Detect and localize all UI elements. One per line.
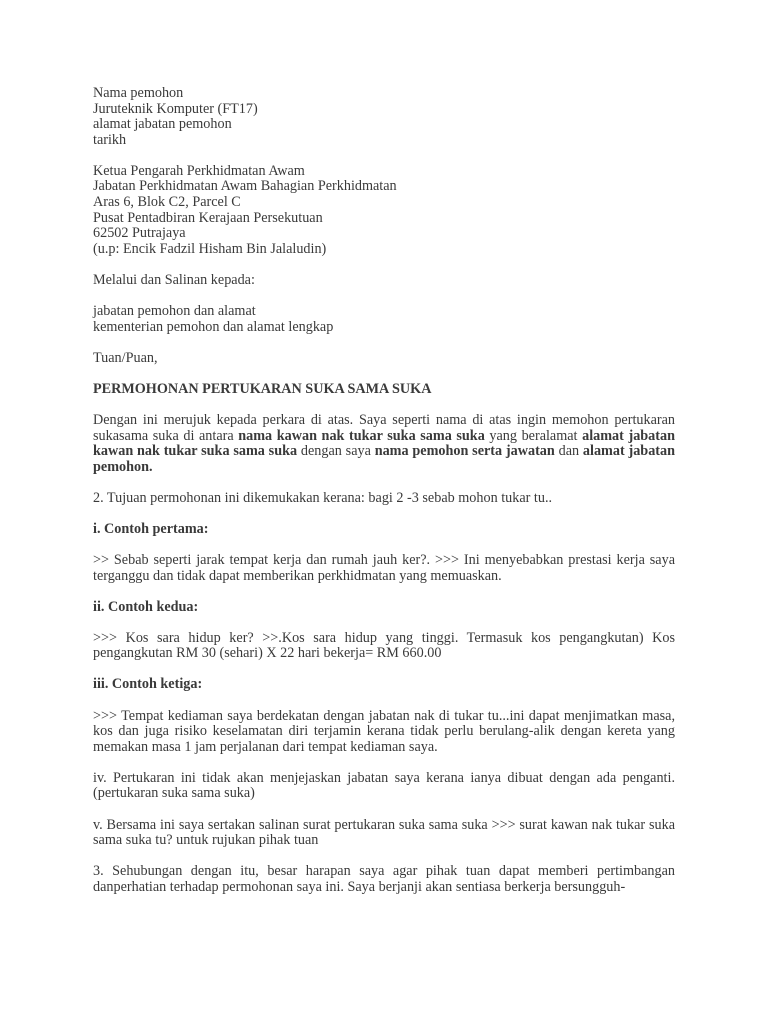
applicant-block bbox=[93, 86, 675, 148]
paragraph-1-text: dan bbox=[554, 443, 583, 460]
recipient-line: Aras 6, Blok C2, Parcel C bbox=[93, 194, 241, 211]
applicant-position: Juruteknik Komputer (FT17) bbox=[93, 100, 258, 117]
recipient-line: 62502 Putrajaya bbox=[93, 225, 186, 242]
recipient-line: (u.p: Encik Fadzil Hisham Bin Jalaludin) bbox=[93, 240, 327, 257]
item-v: v. Bersama ini saya sertakan salinan surat pertukaran suka sama suka >>> surat kawan nak tukar suka sama suka tu? untuk rujukan pihak tuan bbox=[93, 816, 675, 849]
paragraph-1-text: yang beralamat bbox=[484, 427, 583, 444]
paragraph-1-text: dengan saya bbox=[297, 443, 375, 460]
via-line: jabatan pemohon dan alamat bbox=[93, 303, 256, 320]
subject-heading: PERMOHONAN PERTUKARAN SUKA SAMA SUKA bbox=[93, 380, 432, 397]
via-line: kementerian pemohon dan alamat lengkap bbox=[93, 318, 334, 335]
recipient-line: Pusat Pentadbiran Kerajaan Persekutuan bbox=[93, 209, 323, 226]
letter-date: tarikh bbox=[93, 131, 127, 148]
paragraph-3: 3. Sehubungan dengan itu, besar harapan saya agar pihak tuan dapat memberi pertimbangan danperhatian terhadap permohonan saya ini. Saya berjanji akan sentiasa berkerja bersungguh- bbox=[93, 863, 675, 895]
applicant-name: Nama pemohon bbox=[93, 85, 184, 101]
example-1-text: >> Sebab seperti jarak tempat kerja dan rumah jauh ker?. >>> Ini menyebabkan prestasi kerja saya terganggu dan tidak dapat memberikan perkhidmatan yang memuaskan. bbox=[93, 551, 675, 584]
example-3-text: >>> Tempat kediaman saya berdekatan dengan jabatan nak di tukar tu...ini dapat menjimatkan masa, kos dan juga risiko keselamatan diri terjamin kerana tidak perlu berulang-alik dengan kereta yang memakan masa 1 jam perjalanan dari tempat kediaman saya. bbox=[93, 707, 675, 755]
item-iv: iv. Pertukaran ini tidak akan menjejaskan jabatan saya kerana ianya dibuat dengan ada penganti.(pertukaran suka sama suka) bbox=[93, 769, 675, 802]
paragraph-2: 2. Tujuan permohonan ini dikemukakan kerana: bagi 2 -3 sebab mohon tukar tu.. bbox=[93, 489, 553, 506]
recipient-line: Ketua Pengarah Perkhidmatan Awam bbox=[93, 162, 305, 179]
example-3-heading: iii. Contoh ketiga: bbox=[93, 676, 203, 693]
recipient-line: Jabatan Perkhidmatan Awam Bahagian Perkhidmatan bbox=[93, 178, 397, 195]
paragraph-1-bold: nama pemohon serta jawatan bbox=[374, 443, 555, 460]
paragraph-1-bold: nama kawan nak tukar suka sama suka bbox=[238, 427, 485, 444]
letter-page bbox=[93, 86, 675, 911]
example-1-heading: i. Contoh pertama: bbox=[93, 520, 209, 537]
salutation: Tuan/Puan, bbox=[93, 349, 158, 366]
example-2-heading: ii. Contoh kedua: bbox=[93, 598, 199, 615]
applicant-address: alamat jabatan pemohon bbox=[93, 116, 232, 133]
recipient-block bbox=[93, 164, 675, 258]
paragraph-1-text: Dengan ini merujuk kepada perkara di atas. Saya seperti nama di atas ingin memohon pertukaran sukasama suka di antara bbox=[93, 411, 675, 444]
via-block bbox=[93, 304, 675, 335]
example-2-text: >>> Kos sara hidup ker? >>.Kos sara hidup yang tinggi. Termasuk kos pengangkutan) Kos pengangkutan RM 30 (sehari) X 22 hari bekerja= RM 660.00 bbox=[93, 629, 675, 662]
via-label: Melalui dan Salinan kepada: bbox=[93, 271, 255, 288]
paragraph-1 bbox=[93, 413, 675, 475]
paragraph-1-bold: alamat jabatan pemohon. bbox=[93, 443, 675, 475]
paragraph-1-bold: alamat jabatan kawan nak tukar suka sama suka bbox=[93, 427, 675, 460]
